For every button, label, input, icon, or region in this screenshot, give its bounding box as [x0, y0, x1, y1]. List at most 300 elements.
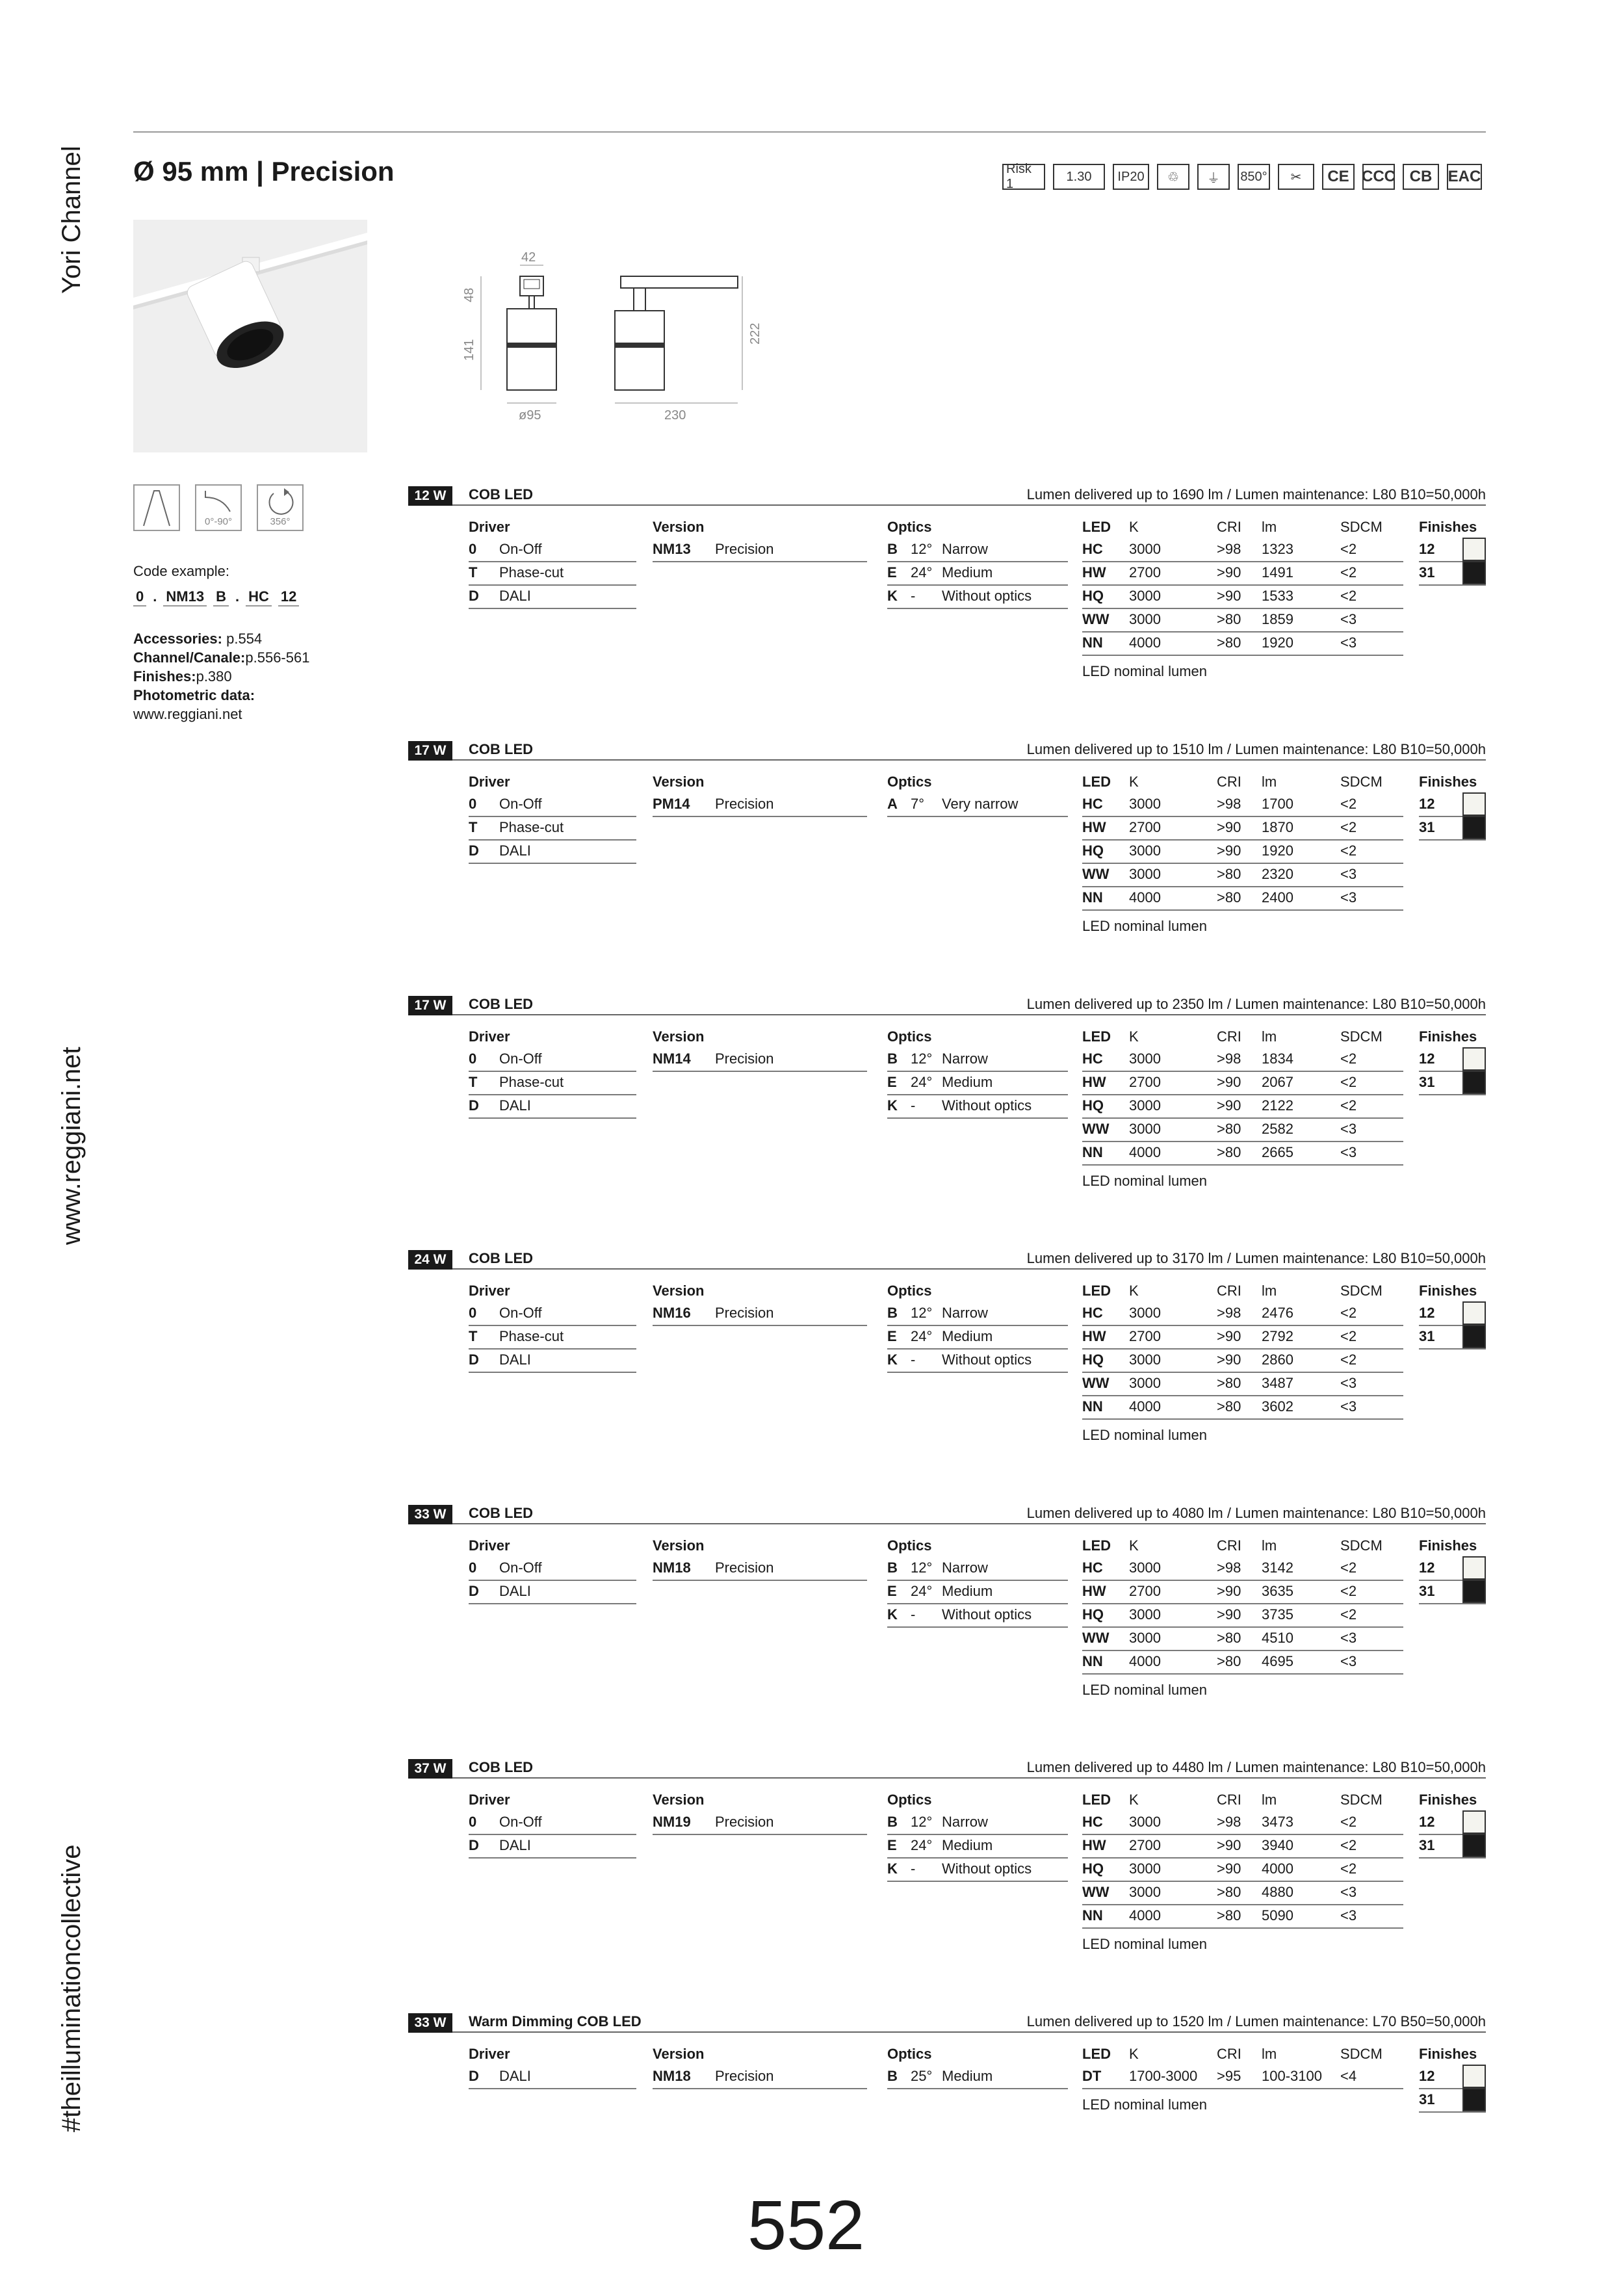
wattage-badge: 33 W [408, 1505, 452, 1524]
led-header-sdcm: SDCM [1340, 1028, 1383, 1045]
led-row [1082, 1835, 1403, 1859]
led-code: NN [1082, 1144, 1103, 1160]
finish-code: 31 [1419, 564, 1435, 581]
led-kelvin: 2700 [1129, 819, 1161, 835]
led-sdcm: <3 [1340, 1121, 1357, 1137]
led-kelvin: 3000 [1129, 541, 1161, 557]
optics-row [887, 1835, 1068, 1859]
dimension-label: 42 [521, 250, 536, 265]
led-code: WW [1082, 1630, 1110, 1646]
led-code: HQ [1082, 1606, 1104, 1623]
led-code: NN [1082, 1653, 1103, 1669]
certification-badge: 1.30 [1053, 164, 1105, 190]
optics-row [887, 2066, 1068, 2089]
driver-name: On-Off [499, 1814, 542, 1830]
version-column [653, 1788, 867, 1835]
optics-header: Optics [887, 1792, 932, 1808]
optics-angle: 12° [911, 1814, 933, 1830]
optics-code: E [887, 564, 897, 581]
led-cri: >80 [1217, 1907, 1241, 1924]
certification-badge: IP20 [1113, 164, 1149, 190]
optics-angle: 12° [911, 1559, 933, 1576]
led-row [1082, 887, 1403, 911]
dimension-label: 48 [462, 287, 476, 302]
certification-badge: CE [1322, 164, 1355, 190]
optics-angle: - [911, 588, 916, 604]
finish-row [1419, 2089, 1486, 2113]
led-kelvin: 3000 [1129, 611, 1161, 627]
led-sdcm: <3 [1340, 1144, 1357, 1160]
led-header-k: K [1129, 519, 1139, 535]
wattage-badge: 33 W [408, 2013, 452, 2033]
led-header-led: LED [1082, 774, 1111, 790]
led-sdcm: <2 [1340, 1328, 1357, 1344]
led-sdcm: <2 [1340, 541, 1357, 557]
optics-name: Medium [942, 1074, 993, 1090]
side-label-website: www.reggiani.net [57, 1047, 86, 1245]
section-header [408, 486, 1486, 506]
led-cri: >90 [1217, 564, 1241, 581]
led-cri: >80 [1217, 1630, 1241, 1646]
led-row [1082, 1882, 1403, 1905]
led-row [1082, 1812, 1403, 1835]
version-column [653, 2042, 867, 2089]
driver-row [469, 1581, 636, 1604]
led-lumen: 1323 [1262, 541, 1293, 557]
led-header-lm: lm [1262, 2046, 1277, 2062]
led-column [1082, 515, 1403, 682]
led-sdcm: <2 [1340, 1097, 1357, 1114]
led-lumen: 1920 [1262, 634, 1293, 651]
optics-code: K [887, 1860, 898, 1877]
photometric-info-label: Photometric data: [133, 687, 255, 703]
finishes-header: Finishes [1419, 1283, 1477, 1299]
optics-row [887, 1049, 1068, 1072]
driver-name: On-Off [499, 796, 542, 812]
driver-code: T [469, 1074, 478, 1090]
driver-header: Driver [469, 774, 510, 790]
driver-name: On-Off [499, 1305, 542, 1321]
optics-angle: 12° [911, 1050, 933, 1067]
led-lumen: 1920 [1262, 842, 1293, 859]
finish-code: 12 [1419, 541, 1435, 557]
led-row [1082, 1558, 1403, 1581]
driver-row [469, 1835, 636, 1859]
led-row [1082, 1604, 1403, 1628]
led-header-cri: CRI [1217, 774, 1241, 790]
led-cri: >80 [1217, 634, 1241, 651]
product-photo [133, 220, 367, 452]
driver-row [469, 1558, 636, 1581]
led-column [1082, 1534, 1403, 1701]
led-sdcm: <2 [1340, 1351, 1357, 1368]
finish-row [1419, 1049, 1486, 1072]
finish-row [1419, 562, 1486, 586]
photometric-link[interactable]: www.reggiani.net [133, 706, 242, 722]
led-row [1082, 1373, 1403, 1396]
finishes-header: Finishes [1419, 1028, 1477, 1045]
led-lumen: 2067 [1262, 1074, 1293, 1090]
tilt-icon: 0°-90° [195, 484, 242, 531]
code-part: 12 [278, 588, 299, 607]
finishes-column [1419, 770, 1486, 841]
optics-name: Narrow [942, 1559, 988, 1576]
optics-code: B [887, 2068, 898, 2084]
led-row [1082, 609, 1403, 633]
code-part: HC [246, 588, 272, 607]
led-kelvin: 2700 [1129, 1837, 1161, 1853]
led-code: NN [1082, 1398, 1103, 1415]
finishes-info: Finishes:p.380 [133, 668, 232, 685]
led-kelvin: 3000 [1129, 1305, 1161, 1321]
finish-swatch [1462, 1556, 1486, 1580]
driver-row [469, 586, 636, 609]
led-type: COB LED [469, 1250, 533, 1266]
led-code: HW [1082, 1583, 1106, 1599]
optics-angle: - [911, 1860, 916, 1877]
led-cri: >90 [1217, 1097, 1241, 1114]
finishes-column [1419, 1279, 1486, 1350]
led-sdcm: <2 [1340, 1837, 1357, 1853]
led-header [1082, 1788, 1403, 1812]
version-name: Precision [715, 1559, 774, 1576]
driver-name: On-Off [499, 1050, 542, 1067]
led-lumen: 1700 [1262, 796, 1293, 812]
optics-header: Optics [887, 2046, 932, 2062]
led-cri: >95 [1217, 2068, 1241, 2084]
led-lumen: 1870 [1262, 819, 1293, 835]
finish-row [1419, 1581, 1486, 1604]
optics-name: Without optics [942, 1097, 1032, 1114]
finish-swatch [1462, 561, 1486, 584]
finish-swatch [1462, 1580, 1486, 1603]
driver-code: D [469, 1351, 479, 1368]
led-cri: >98 [1217, 796, 1241, 812]
led-lumen: 2792 [1262, 1328, 1293, 1344]
finish-swatch [1462, 538, 1486, 561]
version-row [653, 1812, 867, 1835]
certification-badge: ✂ [1278, 164, 1314, 190]
led-code: DT [1082, 2068, 1102, 2084]
version-header: Version [653, 1537, 705, 1554]
led-row [1082, 1350, 1403, 1373]
dimension-label: 230 [664, 408, 686, 423]
product-section [408, 996, 1486, 1217]
optics-code: B [887, 1559, 898, 1576]
driver-header: Driver [469, 1792, 510, 1808]
led-lumen: 2122 [1262, 1097, 1293, 1114]
led-lumen: 1834 [1262, 1050, 1293, 1067]
finishes-header: Finishes [1419, 1537, 1477, 1554]
led-type: COB LED [469, 741, 533, 757]
led-lumen: 2476 [1262, 1305, 1293, 1321]
led-kelvin: 4000 [1129, 1653, 1161, 1669]
led-kelvin: 3000 [1129, 1630, 1161, 1646]
led-sdcm: <2 [1340, 1050, 1357, 1067]
optics-name: Narrow [942, 1814, 988, 1830]
led-code: HC [1082, 796, 1103, 812]
led-lumen: 4695 [1262, 1653, 1293, 1669]
led-cri: >90 [1217, 588, 1241, 604]
driver-name: On-Off [499, 1559, 542, 1576]
led-code: HW [1082, 1328, 1106, 1344]
optics-code: K [887, 588, 898, 604]
led-kelvin: 2700 [1129, 1328, 1161, 1344]
led-header-k: K [1129, 774, 1139, 790]
led-cri: >90 [1217, 1860, 1241, 1877]
finish-row [1419, 2066, 1486, 2089]
optics-row [887, 1350, 1068, 1373]
driver-column [469, 2042, 636, 2089]
section-header [408, 1250, 1486, 1270]
led-header-sdcm: SDCM [1340, 1283, 1383, 1299]
led-sdcm: <2 [1340, 819, 1357, 835]
led-column [1082, 1279, 1403, 1446]
led-column [1082, 1025, 1403, 1192]
led-row [1082, 1049, 1403, 1072]
lumen-info: Lumen delivered up to 1520 lm / Lumen maintenance: L70 B50=50,000h [1026, 2013, 1486, 2029]
optics-name: Without optics [942, 1351, 1032, 1368]
led-row [1082, 1119, 1403, 1142]
led-kelvin: 3000 [1129, 1050, 1161, 1067]
led-sdcm: <2 [1340, 1559, 1357, 1576]
finishes-column [1419, 515, 1486, 586]
driver-row [469, 1812, 636, 1835]
optics-code: B [887, 1814, 898, 1830]
finish-code: 31 [1419, 1583, 1435, 1599]
driver-code: 0 [469, 541, 477, 557]
dimension-label: ø95 [519, 408, 541, 423]
led-sdcm: <3 [1340, 866, 1357, 882]
rotation-icon: 356° [257, 484, 304, 531]
finish-code: 31 [1419, 2091, 1435, 2107]
led-kelvin: 2700 [1129, 1583, 1161, 1599]
led-kelvin: 4000 [1129, 1144, 1161, 1160]
led-lumen: 3473 [1262, 1814, 1293, 1830]
optics-code: B [887, 541, 898, 557]
optics-row [887, 562, 1068, 586]
led-row [1082, 794, 1403, 817]
led-code: HQ [1082, 1860, 1104, 1877]
finishes-column [1419, 2042, 1486, 2113]
led-type: COB LED [469, 486, 533, 502]
led-nominal-note: LED nominal lumen [1082, 918, 1207, 934]
led-row [1082, 1905, 1403, 1929]
product-section [408, 2013, 1486, 2234]
driver-code: D [469, 588, 479, 604]
led-nominal-note: LED nominal lumen [1082, 663, 1207, 679]
led-code: WW [1082, 611, 1110, 627]
led-cri: >98 [1217, 1814, 1241, 1830]
optics-code: B [887, 1050, 898, 1067]
led-sdcm: <2 [1340, 564, 1357, 581]
driver-name: Phase-cut [499, 1328, 564, 1344]
finish-code: 31 [1419, 819, 1435, 835]
led-header-cri: CRI [1217, 1792, 1241, 1808]
led-header-sdcm: SDCM [1340, 519, 1383, 535]
finishes-header: Finishes [1419, 2046, 1477, 2062]
version-code: NM19 [653, 1814, 691, 1830]
version-header: Version [653, 774, 705, 790]
led-cri: >90 [1217, 1606, 1241, 1623]
driver-row [469, 539, 636, 562]
version-header: Version [653, 1028, 705, 1045]
led-row [1082, 2066, 1403, 2089]
led-header-sdcm: SDCM [1340, 774, 1383, 790]
led-code: HC [1082, 1814, 1103, 1830]
driver-row [469, 1326, 636, 1350]
optics-angle: - [911, 1606, 916, 1623]
optics-angle: 12° [911, 541, 933, 557]
led-lumen: 4000 [1262, 1860, 1293, 1877]
optics-name: Narrow [942, 1305, 988, 1321]
optics-code: K [887, 1097, 898, 1114]
optics-header: Optics [887, 1283, 932, 1299]
driver-code: D [469, 1583, 479, 1599]
optics-row [887, 1326, 1068, 1350]
optics-angle: 25° [911, 2068, 933, 2084]
led-kelvin: 2700 [1129, 1074, 1161, 1090]
wattage-badge: 17 W [408, 741, 452, 761]
led-lumen: 3142 [1262, 1559, 1293, 1576]
led-nominal-note: LED nominal lumen [1082, 1936, 1207, 1952]
optics-row [887, 1581, 1068, 1604]
led-row [1082, 1142, 1403, 1166]
version-row [653, 1558, 867, 1581]
led-header-sdcm: SDCM [1340, 1537, 1383, 1554]
led-lumen: 3940 [1262, 1837, 1293, 1853]
led-lumen: 4510 [1262, 1630, 1293, 1646]
led-lumen: 1491 [1262, 564, 1293, 581]
led-code: HQ [1082, 588, 1104, 604]
optics-row [887, 539, 1068, 562]
optics-code: E [887, 1837, 897, 1853]
optics-header: Optics [887, 1537, 932, 1554]
led-kelvin: 3000 [1129, 796, 1161, 812]
led-sdcm: <2 [1340, 842, 1357, 859]
wattage-badge: 24 W [408, 1250, 452, 1270]
led-sdcm: <3 [1340, 1630, 1357, 1646]
version-column [653, 1534, 867, 1581]
optics-name: Narrow [942, 1050, 988, 1067]
optics-row [887, 1604, 1068, 1628]
optics-name: Very narrow [942, 796, 1019, 812]
led-kelvin: 4000 [1129, 889, 1161, 906]
led-code: HW [1082, 819, 1106, 835]
led-cri: >80 [1217, 866, 1241, 882]
code-part: NM13 [163, 588, 207, 607]
finish-code: 12 [1419, 1559, 1435, 1576]
optics-code: E [887, 1328, 897, 1344]
led-row [1082, 817, 1403, 841]
driver-header: Driver [469, 1283, 510, 1299]
driver-code: 0 [469, 796, 477, 812]
optics-column [887, 2042, 1068, 2089]
led-sdcm: <3 [1340, 889, 1357, 906]
led-lumen: 5090 [1262, 1907, 1293, 1924]
certification-badge: EAC [1447, 164, 1482, 190]
led-code: HC [1082, 541, 1103, 557]
driver-name: DALI [499, 588, 531, 604]
optics-code: K [887, 1351, 898, 1368]
certification-badge: 850° [1238, 164, 1270, 190]
top-rule [133, 131, 1486, 133]
driver-name: Phase-cut [499, 819, 564, 835]
led-cri: >80 [1217, 1144, 1241, 1160]
led-kelvin: 3000 [1129, 1860, 1161, 1877]
led-kelvin: 4000 [1129, 1907, 1161, 1924]
optics-column [887, 1788, 1068, 1882]
certification-badge: ♲ [1157, 164, 1189, 190]
lumen-info: Lumen delivered up to 2350 lm / Lumen maintenance: L80 B10=50,000h [1026, 996, 1486, 1012]
dimension-label: 222 [748, 322, 762, 345]
led-header-led: LED [1082, 1792, 1111, 1808]
driver-row [469, 1095, 636, 1119]
driver-row [469, 2066, 636, 2089]
version-name: Precision [715, 2068, 774, 2084]
version-column [653, 515, 867, 562]
driver-name: On-Off [499, 541, 542, 557]
led-row [1082, 1072, 1403, 1095]
optics-code: A [887, 796, 898, 812]
version-row [653, 539, 867, 562]
led-row [1082, 562, 1403, 586]
finishes-header: Finishes [1419, 774, 1477, 790]
led-header-lm: lm [1262, 1028, 1277, 1045]
version-name: Precision [715, 796, 774, 812]
driver-column [469, 770, 636, 864]
version-header: Version [653, 1283, 705, 1299]
driver-code: T [469, 564, 478, 581]
finishes-column [1419, 1025, 1486, 1095]
driver-code: D [469, 1097, 479, 1114]
led-header-sdcm: SDCM [1340, 1792, 1383, 1808]
version-header: Version [653, 519, 705, 535]
dimension-drawing [448, 247, 786, 429]
optics-name: Without optics [942, 1606, 1032, 1623]
led-column [1082, 2042, 1403, 2115]
led-code: HW [1082, 564, 1106, 581]
side-label-hashtag: #theilluminationcollective [57, 1844, 86, 2132]
led-kelvin: 3000 [1129, 1606, 1161, 1623]
page-number: 552 [747, 2185, 865, 2264]
driver-column [469, 1788, 636, 1859]
finish-row [1419, 1303, 1486, 1326]
finish-swatch [1462, 1071, 1486, 1094]
led-cri: >90 [1217, 1074, 1241, 1090]
side-label-yori-channel: Yori Channel [57, 146, 86, 294]
led-column [1082, 1788, 1403, 1955]
led-kelvin: 4000 [1129, 1398, 1161, 1415]
accessories-info: Accessories: p.554 [133, 631, 263, 647]
led-code: WW [1082, 1375, 1110, 1391]
led-sdcm: <2 [1340, 796, 1357, 812]
led-header-cri: CRI [1217, 1537, 1241, 1554]
led-type: COB LED [469, 1505, 533, 1521]
led-row [1082, 841, 1403, 864]
led-lumen: 2582 [1262, 1121, 1293, 1137]
driver-name: Phase-cut [499, 564, 564, 581]
code-example: 0 . NM13 B . HC 12 [133, 588, 299, 607]
led-header-lm: lm [1262, 1283, 1277, 1299]
optics-name: Medium [942, 2068, 993, 2084]
led-sdcm: <3 [1340, 1375, 1357, 1391]
optics-row [887, 1859, 1068, 1882]
led-lumen: 3602 [1262, 1398, 1293, 1415]
optics-column [887, 1279, 1068, 1373]
led-header [1082, 770, 1403, 794]
led-row [1082, 1581, 1403, 1604]
